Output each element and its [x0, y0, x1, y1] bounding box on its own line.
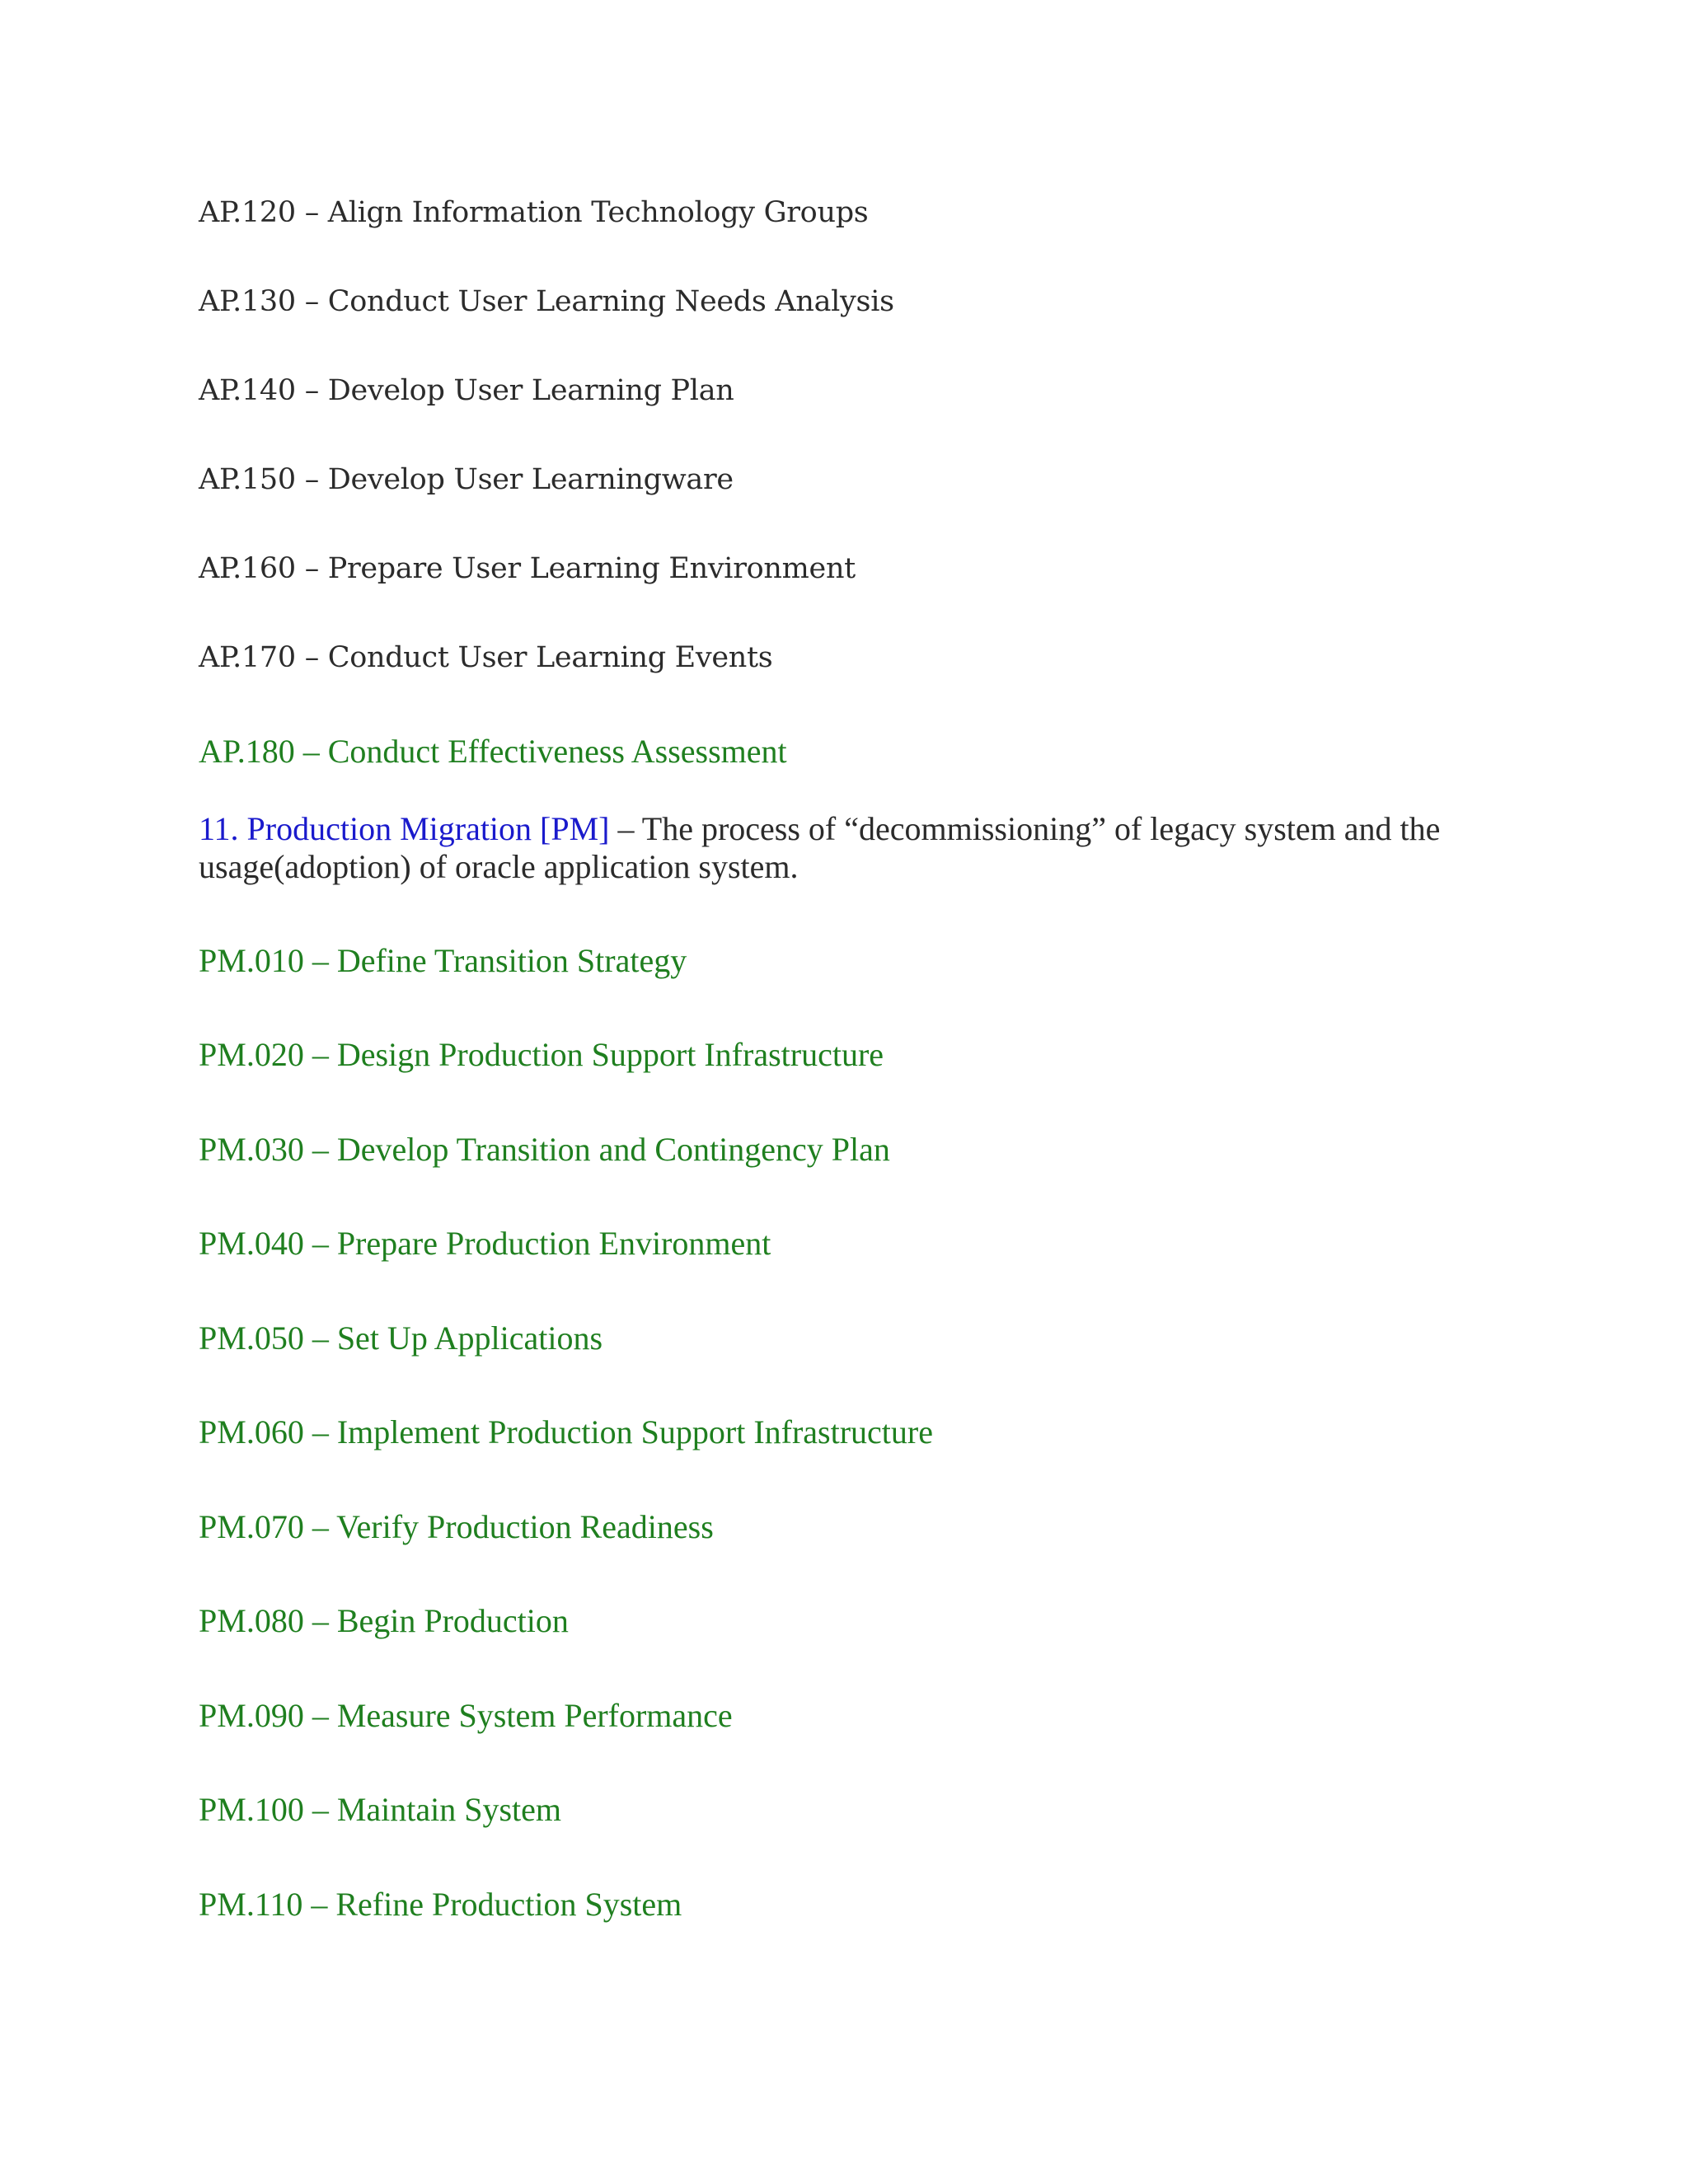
pm-110-item: PM.110 – Refine Production System [199, 1886, 682, 1923]
pm-090-item: PM.090 – Measure System Performance [199, 1697, 733, 1734]
pm-040-item: PM.040 – Prepare Production Environment [199, 1225, 771, 1262]
pm-080-item: PM.080 – Begin Production [199, 1602, 569, 1639]
ap-170-item: AP.170 – Conduct User Learning Events [199, 641, 773, 674]
ap-120-item: AP.120 – Align Information Technology Groups [199, 196, 869, 229]
ap-140-item: AP.140 – Develop User Learning Plan [199, 374, 734, 407]
pm-020-item: PM.020 – Design Production Support Infrastructure [199, 1036, 884, 1073]
pm-060-item: PM.060 – Implement Production Support Infrastructure [199, 1413, 933, 1451]
section-heading: 11. Production Migration [PM] [199, 810, 610, 847]
ap-180-item: AP.180 – Conduct Effectiveness Assessment [199, 733, 787, 770]
ap-160-item: AP.160 – Prepare User Learning Environment [199, 552, 856, 585]
pm-070-item: PM.070 – Verify Production Readiness [199, 1508, 714, 1545]
pm-050-item: PM.050 – Set Up Applications [199, 1319, 603, 1357]
section-description: – The process of “decommissioning” of legacy system and the usage(adoption) of oracle application system. [199, 810, 1441, 885]
ap-150-item: AP.150 – Develop User Learningware [199, 463, 734, 496]
section-paragraph [199, 810, 1484, 886]
pm-030-item: PM.030 – Develop Transition and Contingency Plan [199, 1131, 890, 1168]
pm-100-item: PM.100 – Maintain System [199, 1791, 562, 1828]
pm-010-item: PM.010 – Define Transition Strategy [199, 942, 687, 979]
ap-130-item: AP.130 – Conduct User Learning Needs Analysis [199, 285, 894, 318]
